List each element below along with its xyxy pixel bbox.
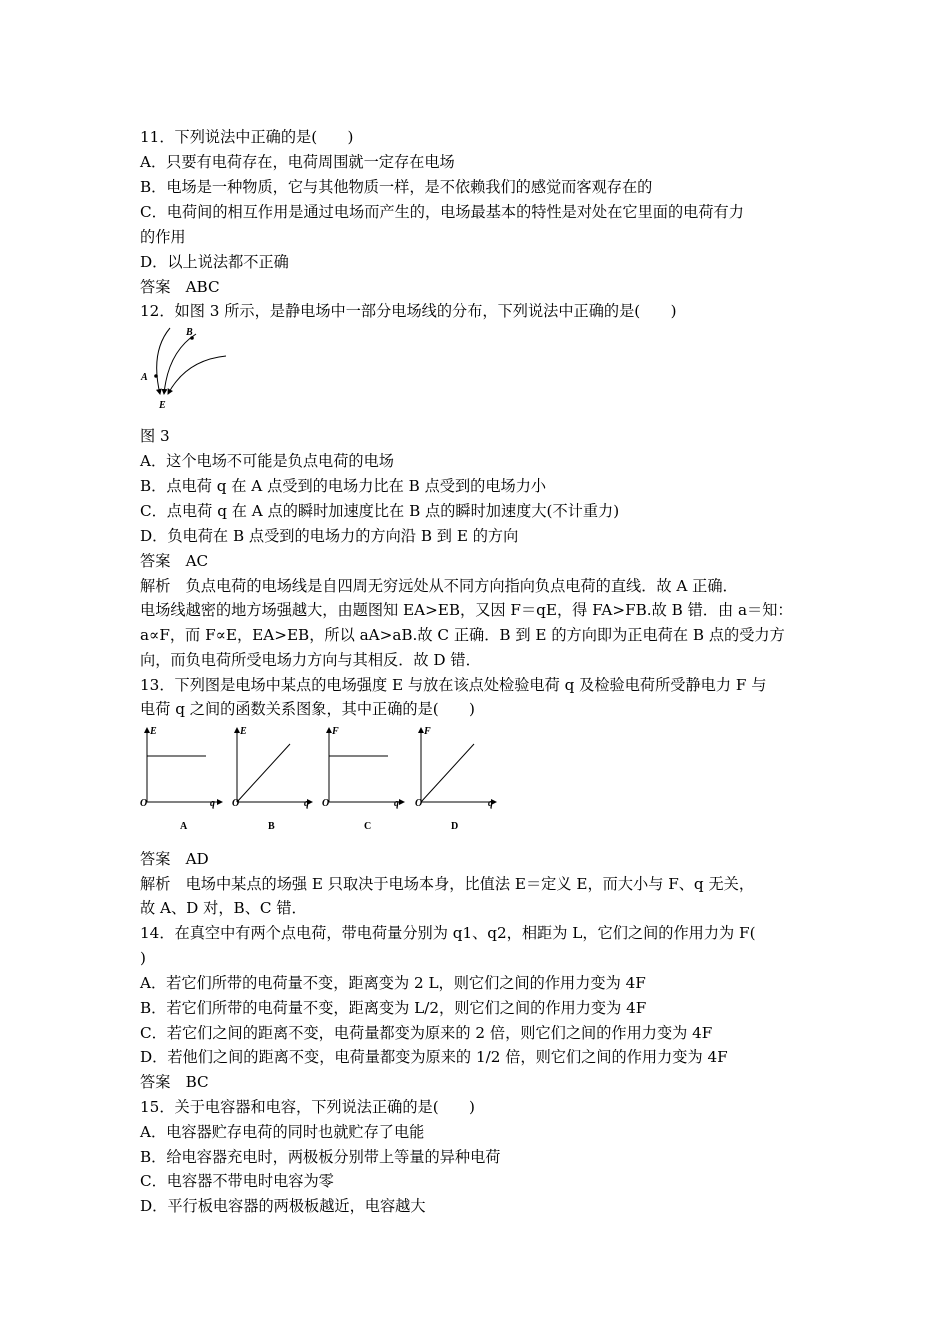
q15-option-b: B．给电容器充电时，两极板分别带上等量的异种电荷 xyxy=(140,1148,501,1166)
graph-b-caption: B xyxy=(268,821,275,832)
q14-stem-1: 14．在真空中有两个点电荷，带电荷量分别为 q1、q2，相距为 L，它们之间的作用力为 F( xyxy=(140,924,756,942)
q11-answer: 答案 ABC xyxy=(140,278,220,296)
graph-b-curve xyxy=(237,744,290,802)
graph-a-y-label: E xyxy=(150,726,157,737)
field-line-3 xyxy=(168,356,226,394)
q14-option-b: B．若它们所带的电荷量不变，距离变为 L/2，则它们之间的作用力变为 4F xyxy=(140,999,647,1017)
graph-a-x-label: q xyxy=(210,798,215,809)
graph-d-curve xyxy=(421,744,474,802)
graph-c-caption: C xyxy=(364,821,372,832)
graph-c xyxy=(322,722,412,834)
q14-option-a: A．若它们所带的电荷量不变，距离变为 2 L，则它们之间的作用力变为 4F xyxy=(140,974,646,992)
graph-b xyxy=(230,722,320,834)
q15-option-a: A．电容器贮存电荷的同时也就贮存了电能 xyxy=(140,1123,425,1141)
q11-option-a: A．只要有电荷存在，电荷周围就一定存在电场 xyxy=(140,153,455,171)
q12-analysis-3: a∝F，而 F∝E，EA>EB，所以 aA>aB.故 C 正确．B 到 E 的方向即为正电荷在 B 点的受力方 xyxy=(140,626,785,644)
graph-a xyxy=(140,722,230,834)
q15-stem: 15．关于电容器和电容，下列说法正确的是( ) xyxy=(140,1098,475,1116)
field-line-1 xyxy=(157,328,170,394)
field-line-2 xyxy=(164,334,196,394)
graph-d-x-label: q xyxy=(488,798,493,809)
graph-a-origin: O xyxy=(140,798,148,809)
graph-b-x-label: q xyxy=(304,798,309,809)
q12-answer: 答案 AC xyxy=(140,552,209,570)
q12-analysis-4: 向，而负电荷所受电场力方向与其相反．故 D 错． xyxy=(140,651,481,669)
q13-analysis-2: 故 A、D 对，B、C 错． xyxy=(140,899,307,917)
graph-d xyxy=(414,722,504,834)
figure-caption: 图 3 xyxy=(140,427,170,445)
q15-option-d: D．平行板电容器的两极板越近，电容越大 xyxy=(140,1197,426,1215)
graph-a-caption: A xyxy=(180,821,188,832)
q12-analysis-2: 电场线越密的地方场强越大，由题图知 EA>EB，又因 F＝qE，得 FA>FB.故 B 错．由 a＝知： xyxy=(140,601,793,619)
q12-stem: 12．如图 3 所示，是静电场中一部分电场线的分布，下列说法中正确的是( ) xyxy=(140,302,677,320)
q12-option-d: D．负电荷在 B 点受到的电场力的方向沿 B 到 E 的方向 xyxy=(140,527,519,545)
graph-b-y-label: E xyxy=(240,726,247,737)
graph-d-y-label: F xyxy=(424,726,431,737)
point-a-dot xyxy=(154,374,158,378)
q11-option-d: D．以上说法都不正确 xyxy=(140,253,289,271)
q12-option-a: A．这个电场不可能是负点电荷的电场 xyxy=(140,452,394,470)
q12-analysis-1: 解析 负点电荷的电场线是自四周无穷远处从不同方向指向负点电荷的直线．故 A 正确． xyxy=(140,577,738,595)
graph-d-origin: O xyxy=(415,798,423,809)
graph-c-origin: O xyxy=(322,798,330,809)
graph-d-caption: D xyxy=(451,821,459,832)
q11-option-c: C．电荷间的相互作用是通过电场而产生的，电场最基本的特性是对处在它里面的电荷有力 xyxy=(140,203,744,221)
q12-option-c: C．点电荷 q 在 A 点的瞬时加速度比在 B 点的瞬时加速度大(不计重力) xyxy=(140,502,620,520)
label-a: A xyxy=(141,372,148,383)
graph-c-x-label: q xyxy=(394,798,399,809)
q11-option-c-cont: 的作用 xyxy=(140,228,186,246)
graph-b-origin: O xyxy=(232,798,240,809)
q11-stem: 11．下列说法中正确的是( ) xyxy=(140,128,354,146)
graph-c-y-label: F xyxy=(332,726,339,737)
field-lines-figure xyxy=(138,324,238,414)
q15-option-c: C．电容器不带电时电容为零 xyxy=(140,1172,334,1190)
q13-answer: 答案 AD xyxy=(140,850,209,868)
q13-stem-1: 13．下列图是电场中某点的电场强度 E 与放在该点处检验电荷 q 及检验电荷所受静电力 F 与 xyxy=(140,676,767,694)
q14-answer: 答案 BC xyxy=(140,1073,209,1091)
q14-option-d: D．若他们之间的距离不变，电荷量都变为原来的 1/2 倍，则它们之间的作用力变为 4F xyxy=(140,1048,728,1066)
q14-option-c: C．若它们之间的距离不变，电荷量都变为原来的 2 倍，则它们之间的作用力变为 4F xyxy=(140,1024,713,1042)
label-b: B xyxy=(186,327,193,338)
q14-stem-2: ) xyxy=(140,949,146,967)
q12-option-b: B．点电荷 q 在 A 点受到的电场力比在 B 点受到的电场力小 xyxy=(140,477,547,495)
label-e: E xyxy=(159,400,166,411)
q13-stem-2: 电荷 q 之间的函数关系图象，其中正确的是( ) xyxy=(140,700,475,718)
q13-analysis-1: 解析 电场中某点的场强 E 只取决于电场本身，比值法 E＝定义 E，而大小与 F、q 无关， xyxy=(140,875,755,893)
q11-option-b: B．电场是一种物质，它与其他物质一样，是不依赖我们的感觉而客观存在的 xyxy=(140,178,653,196)
